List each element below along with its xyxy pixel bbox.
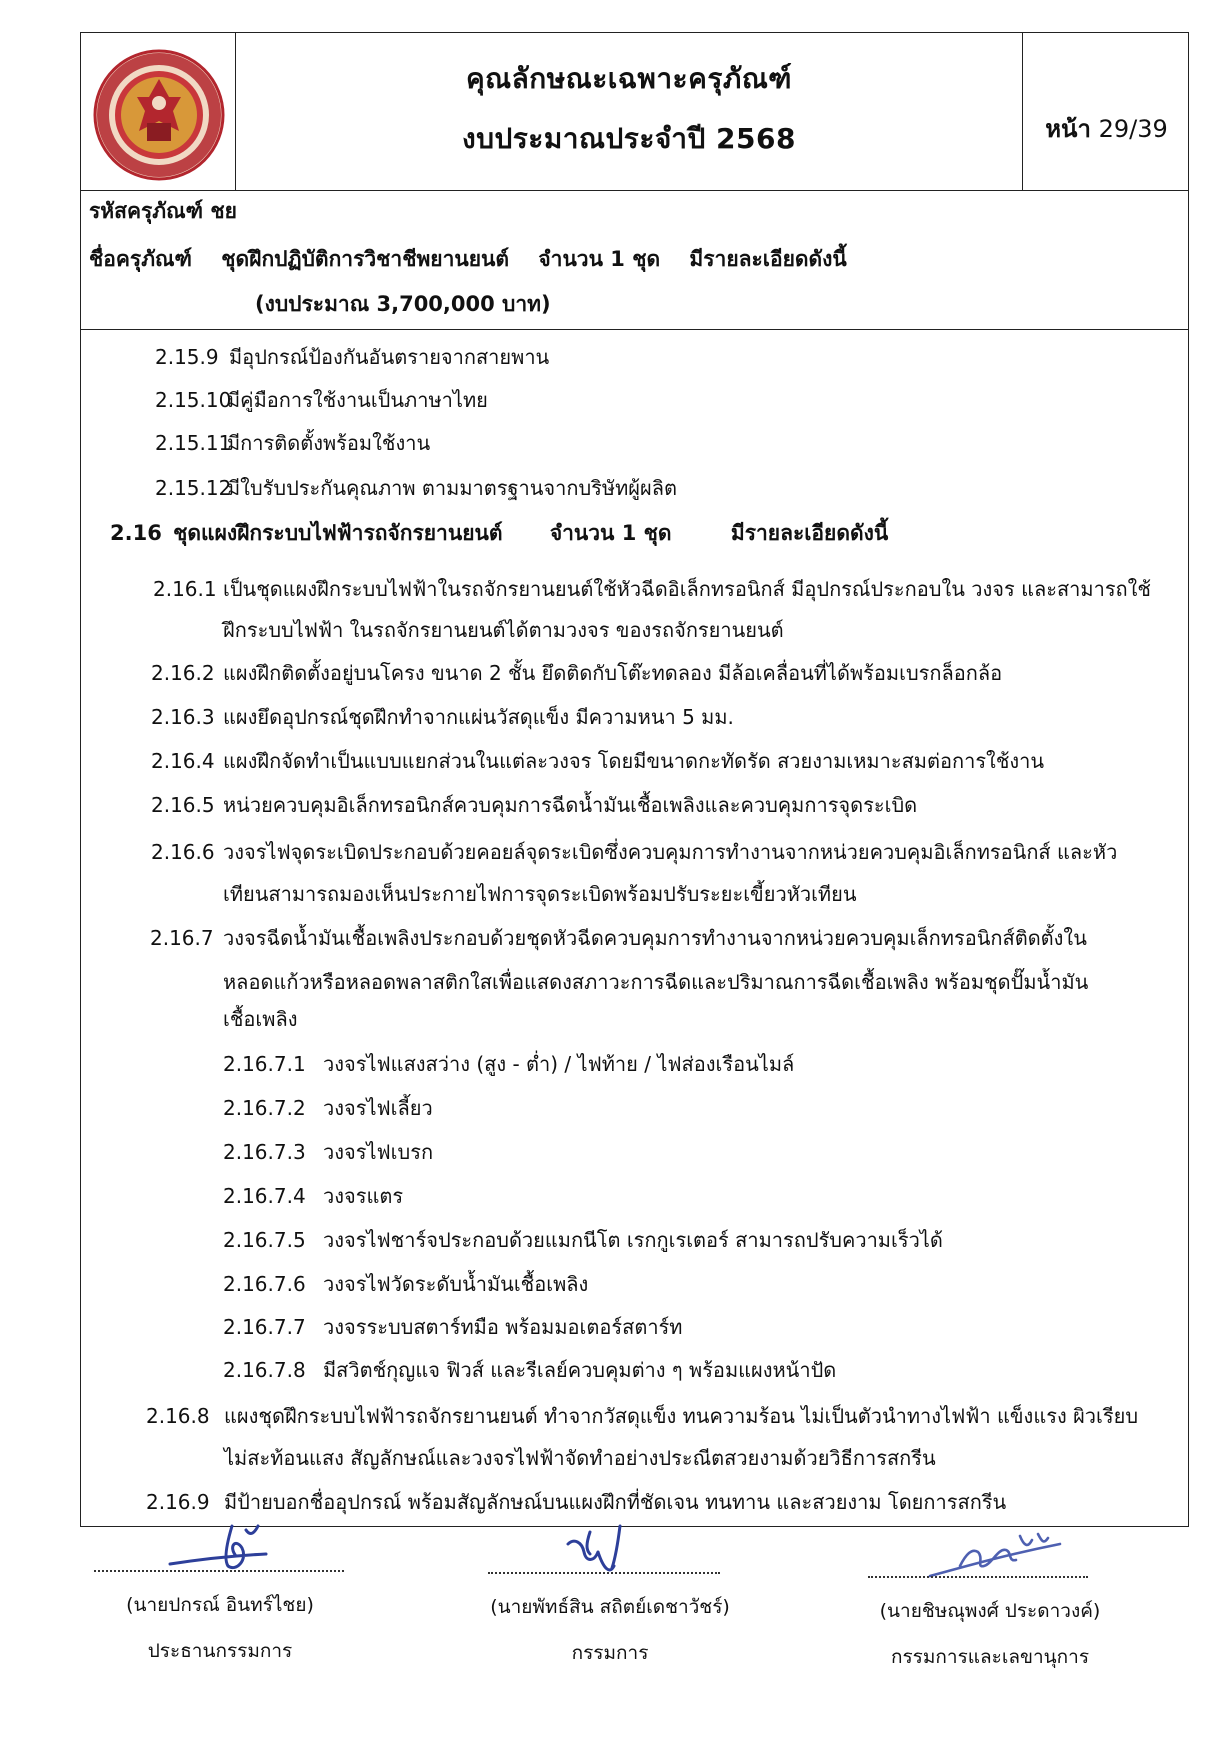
item-number: 2.16.2 (151, 661, 215, 685)
item-number: 2.16.7.6 (223, 1272, 306, 1296)
item-number: 2.16.5 (151, 793, 215, 817)
item-number: 2.16.7.7 (223, 1315, 306, 1339)
signatory-name: (นายปกรณ์ อินทร์ไชย) (126, 1594, 314, 1616)
item-text: วงจรฉีดน้ำมันเชื้อเพลิงประกอบด้วยชุดหัวฉีดควบคุมการทำงานจากหน่วยควบคุมเล็กทรอนิกส์ติดตั้งใน (223, 926, 1087, 950)
equipment-name-label: ชื่อครุภัณฑ์ (89, 247, 192, 271)
item-number: 2.15.12 (155, 476, 232, 500)
equipment-quantity: จำนวน 1 ชุด (538, 247, 661, 271)
item-number: 2.16.7.4 (223, 1184, 306, 1208)
list-item (155, 476, 677, 500)
section-number: 2.16 (110, 521, 162, 545)
signature-block-secretary (860, 1596, 1120, 1672)
item-number: 2.15.10 (155, 388, 232, 412)
item-number: 2.15.11 (155, 431, 232, 455)
item-text: มีสวิตช์กุญแจ ฟิวส์ และรีเลย์ควบคุมต่าง ๆ พร้อมแผงหน้าปัด (323, 1358, 837, 1382)
item-text: วงจรไฟแสงสว่าง (สูง - ต่ำ) / ไฟท้าย / ไฟส่องเรือนไมล์ (323, 1052, 795, 1076)
list-item (146, 1404, 1138, 1428)
item-number: 2.16.7 (150, 926, 214, 950)
signatory-name: (นายพัทธ์สิน สถิตย์เดชาวัชร์) (490, 1596, 730, 1618)
section-title: ชุดแผงฝึกระบบไฟฟ้ารถจักรยานยนต์ (173, 521, 503, 545)
item-text-continued: ฝึกระบบไฟฟ้า ในรถจักรยานยนต์ได้ตามวงจร ของรถจักรยานยนต์ (223, 618, 784, 642)
list-item (151, 749, 1044, 773)
document-title: คุณลักษณะเฉพาะครุภัณฑ์ (465, 62, 793, 95)
header-table (80, 32, 1189, 330)
item-text: เป็นชุดแผงฝึกระบบไฟฟ้าในรถจักรยานยนต์ใช้หัวฉีดอิเล็กทรอนิกส์ มีอุปกรณ์ประกอบใน วงจร และสามารถใช้ (223, 577, 1152, 601)
budget-amount: (งบประมาณ 3,700,000 บาท) (255, 292, 551, 316)
item-text: แผงยึดอุปกรณ์ชุดฝึกทำจากแผ่นวัสดุแข็ง มีความหนา 5 มม. (223, 705, 734, 729)
item-text: มีอุปกรณ์ป้องกันอันตรายจากสายพาน (229, 345, 550, 369)
header-divider (81, 190, 1188, 191)
item-text: วงจรแตร (323, 1184, 404, 1208)
signatory-role: กรรมการ (571, 1642, 649, 1664)
list-item (223, 1140, 433, 1164)
signatory-name: (นายชิษณุพงศ์ ประดาวงค์) (879, 1600, 1101, 1622)
section-quantity: จำนวน 1 ชุด (549, 521, 672, 545)
item-text: วงจรไฟวัดระดับน้ำมันเชื้อเพลิง (323, 1272, 589, 1296)
item-number: 2.16.8 (146, 1404, 210, 1428)
item-number: 2.16.7.3 (223, 1140, 306, 1164)
item-text: มีป้ายบอกชื่ออุปกรณ์ พร้อมสัญลักษณ์บนแผงฝึกที่ชัดเจน ทนทาน และสวยงาม โดยการสกรีน (224, 1490, 1007, 1514)
section-heading (110, 521, 888, 546)
item-text: วงจรไฟเบรก (323, 1140, 434, 1164)
equipment-name-value: ชุดฝึกปฏิบัติการวิชาชีพยานยนต์ (221, 247, 510, 271)
item-number: 2.16.7.2 (223, 1096, 306, 1120)
item-number: 2.16.7.1 (223, 1052, 306, 1076)
item-number: 2.16.9 (146, 1490, 210, 1514)
item-text: วงจรไฟเลี้ยว (323, 1096, 433, 1120)
signature-block-member (474, 1592, 746, 1668)
signatory-role: ประธานกรรมการ (147, 1640, 293, 1662)
item-text: แผงฝึกติดตั้งอยู่บนโครง ขนาด 2 ชั้น ยึดติดกับโต๊ะทดลอง มีล้อเคลื่อนที่ได้พร้อมเบรกล็อกล้อ (223, 661, 1003, 685)
item-text-continued: หลอดแก้วหรือหลอดพลาสติกใสเพื่อแสดงสภาวะการฉีดและปริมาณการฉีดเชื้อเพลิง พร้อมชุดปั๊มน้ำมัน (223, 970, 1089, 994)
item-number: 2.16.7.8 (223, 1358, 306, 1382)
list-item (155, 388, 488, 412)
item-number: 2.16.6 (151, 840, 215, 864)
signature-mark (166, 1516, 276, 1576)
signature-mark (560, 1522, 650, 1578)
item-text: หน่วยควบคุมอิเล็กทรอนิกส์ควบคุมการฉีดน้ำมันเชื้อเพลิงและควบคุมการจุดระเบิด (223, 793, 918, 817)
item-number: 2.16.3 (151, 705, 215, 729)
budget-year-title: งบประมาณประจำปี 2568 (462, 122, 796, 155)
list-item (151, 705, 734, 729)
signature-block-chair (90, 1590, 350, 1666)
equipment-code: รหัสครุภัณฑ์ ชย (89, 199, 237, 223)
list-item (223, 1184, 403, 1208)
item-text: มีคู่มือการใช้งานเป็นภาษาไทย (227, 388, 488, 412)
list-item (151, 793, 917, 817)
detail-note: มีรายละเอียดดังนี้ (689, 247, 847, 271)
equipment-name-line (89, 243, 869, 276)
item-text-continued: ไม่สะท้อนแสง สัญลักษณ์และวงจรไฟฟ้าจัดทำอย่างประณีตสวยงามด้วยวิธีการสกรีน (224, 1446, 936, 1470)
item-text: วงจรไฟชาร์จประกอบด้วยแมกนีโต เรกกูเรเตอร์ สามารถปรับความเร็วได้ (323, 1228, 943, 1252)
item-number: 2.15.9 (155, 345, 219, 369)
list-item (150, 926, 1087, 950)
list-item (223, 1358, 836, 1382)
signature-line (94, 1570, 344, 1572)
list-item (223, 1272, 588, 1296)
list-item (153, 577, 1151, 601)
seal-logo-icon (87, 45, 231, 185)
page-value: 29/39 (1098, 115, 1168, 143)
page-number (1023, 109, 1190, 148)
list-item (155, 431, 430, 455)
item-number: 2.16.7.5 (223, 1228, 306, 1252)
item-text-continued: เทียนสามารถมองเห็นประกายไฟการจุดระเบิดพร้อมปรับระยะเขี้ยวหัวเทียน (223, 882, 857, 906)
signature-line (868, 1576, 1088, 1578)
list-item (151, 840, 1117, 864)
signatory-role: กรรมการและเลขานุการ (890, 1646, 1090, 1668)
item-number: 2.16.1 (153, 577, 217, 601)
item-text: แผงชุดฝึกระบบไฟฟ้ารถจักรยานยนต์ ทำจากวัสดุแข็ง ทนความร้อน ไม่เป็นตัวนำทางไฟฟ้า แข็งแรง ผิวเรียบ (224, 1404, 1139, 1428)
list-item (155, 345, 549, 369)
list-item (151, 661, 1002, 685)
item-text: แผงฝึกจัดทำเป็นแบบแยกส่วนในแต่ละวงจร โดยมีขนาดกะทัดรัด สวยงามเหมาะสมต่อการใช้งาน (223, 749, 1045, 773)
item-text: วงจรไฟจุดระเบิดประกอบด้วยคอยล์จุดระเบิดซึ่งควบคุมการทำงานจากหน่วยควบคุมอิเล็กทรอนิกส์ และหัว (223, 840, 1118, 864)
item-text-continued: เชื้อเพลิง (223, 1007, 298, 1031)
item-number: 2.16.4 (151, 749, 215, 773)
page-label: หน้า (1045, 115, 1091, 143)
item-text: มีใบรับประกันคุณภาพ ตามมาตรฐานจากบริษัทผู้ผลิต (227, 476, 677, 500)
signature-line (488, 1572, 720, 1574)
section-detail-note: มีรายละเอียดดังนี้ (730, 521, 889, 545)
list-item (146, 1490, 1006, 1514)
item-text: มีการติดตั้งพร้อมใช้งาน (227, 431, 431, 455)
list-item (223, 1228, 943, 1252)
list-item (223, 1315, 682, 1339)
item-text: วงจรระบบสตาร์ทมือ พร้อมมอเตอร์สตาร์ท (323, 1315, 683, 1339)
list-item (223, 1052, 794, 1076)
list-item (223, 1096, 433, 1120)
